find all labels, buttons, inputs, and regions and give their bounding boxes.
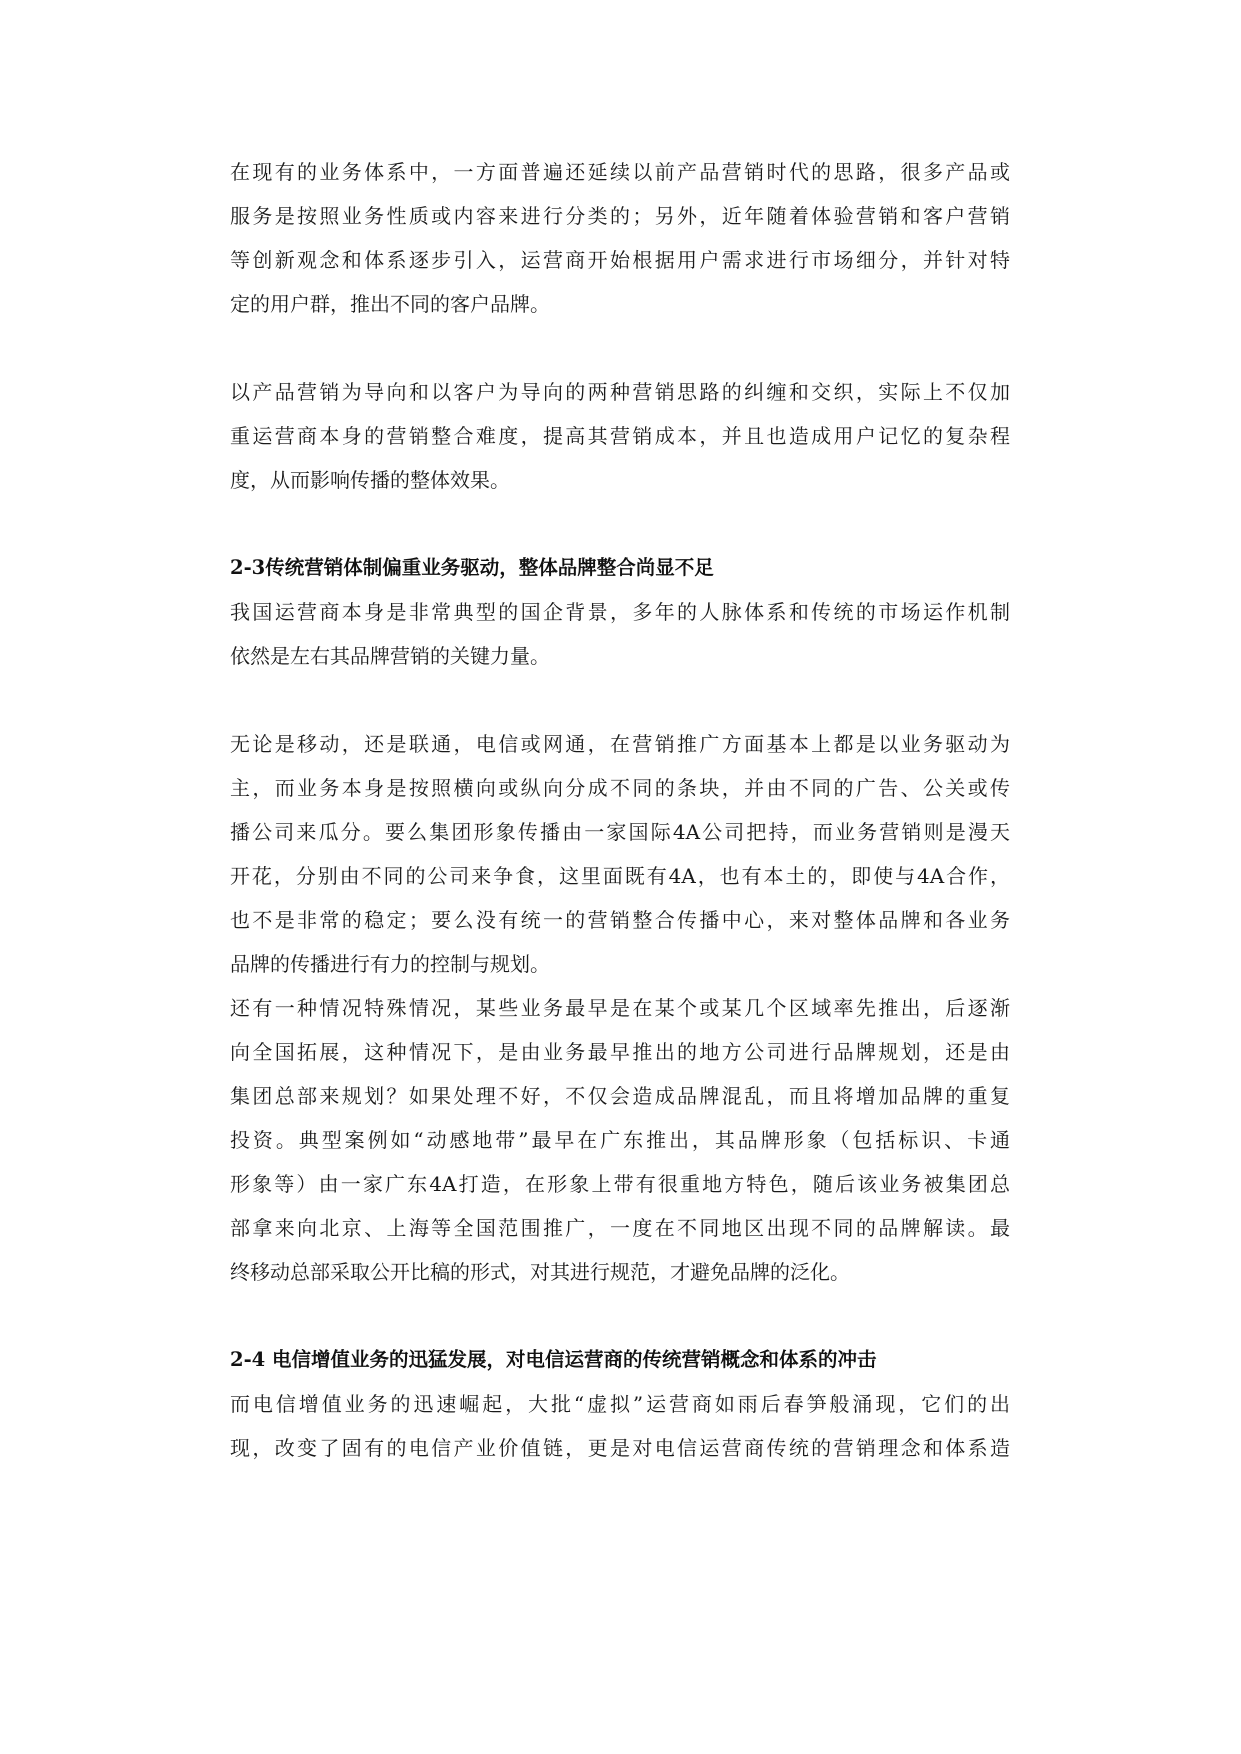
text-line: 集团总部来规划？如果处理不好，不仅会造成品牌混乱，而且将增加品牌的重复	[230, 1084, 1010, 1108]
paragraph-4	[230, 722, 1010, 986]
text-line: 重运营商本身的营销整合难度，提高其营销成本，并且也造成用户记忆的复杂程	[230, 424, 1010, 448]
paragraph-1	[230, 150, 1010, 326]
text-line: 我国运营商本身是非常典型的国企背景，多年的人脉体系和传统的市场运作机制	[230, 600, 1010, 624]
paragraph-gap	[230, 1294, 1010, 1338]
text-line: 投资。典型案例如“动感地带”最早在广东推出，其品牌形象（包括标识、卡通	[230, 1128, 1010, 1152]
text-line: 服务是按照业务性质或内容来进行分类的；另外，近年随着体验营销和客户营销	[230, 204, 1010, 228]
paragraph-gap	[230, 502, 1010, 546]
text-line: 还有一种情况特殊情况，某些业务最早是在某个或某几个区域率先推出，后逐渐	[230, 996, 1010, 1020]
document-page	[230, 150, 1010, 1470]
paragraph-gap	[230, 678, 1010, 722]
text-line: 无论是移动，还是联通，电信或网通，在营销推广方面基本上都是以业务驱动为	[230, 732, 1010, 756]
paragraph-2	[230, 370, 1010, 502]
text-line: 主，而业务本身是按照横向或纵向分成不同的条块，并由不同的广告、公关或传	[230, 776, 1010, 800]
text-line: 定的用户群，推出不同的客户品牌。	[230, 292, 550, 316]
paragraph-gap	[230, 326, 1010, 370]
paragraph-6	[230, 1382, 1010, 1470]
text-line: 现，改变了固有的电信产业价值链，更是对电信运营商传统的营销理念和体系造	[230, 1436, 1010, 1460]
paragraph-3	[230, 590, 1010, 678]
text-line: 终移动总部采取公开比稿的形式，对其进行规范，才避免品牌的泛化。	[230, 1260, 850, 1284]
text-line: 在现有的业务体系中，一方面普遍还延续以前产品营销时代的思路，很多产品或	[230, 160, 1010, 184]
text-line: 向全国拓展，这种情况下，是由业务最早推出的地方公司进行品牌规划，还是由	[230, 1040, 1010, 1064]
section-heading-2-3: 2-3传统营销体制偏重业务驱动，整体品牌整合尚显不足	[230, 556, 714, 579]
text-line: 形象等）由一家广东4A打造，在形象上带有很重地方特色，随后该业务被集团总	[230, 1172, 1010, 1196]
text-line: 以产品营销为导向和以客户为导向的两种营销思路的纠缠和交织，实际上不仅加	[230, 380, 1010, 404]
section-heading-2-4: 2-4 电信增值业务的迅猛发展，对电信运营商的传统营销概念和体系的冲击	[230, 1348, 877, 1371]
text-line: 播公司来瓜分。要么集团形象传播由一家国际4A公司把持，而业务营销则是漫天	[230, 820, 1010, 844]
text-line: 等创新观念和体系逐步引入，运营商开始根据用户需求进行市场细分，并针对特	[230, 248, 1010, 272]
text-line: 也不是非常的稳定；要么没有统一的营销整合传播中心，来对整体品牌和各业务	[230, 908, 1010, 932]
text-line: 度，从而影响传播的整体效果。	[230, 468, 510, 492]
text-line: 开花，分别由不同的公司来争食，这里面既有4A，也有本土的，即使与4A合作，	[230, 864, 1010, 888]
text-line: 部拿来向北京、上海等全国范围推广，一度在不同地区出现不同的品牌解读。最	[230, 1216, 1010, 1240]
text-line: 品牌的传播进行有力的控制与规划。	[230, 952, 550, 976]
text-line: 依然是左右其品牌营销的关键力量。	[230, 644, 550, 668]
text-line: 而电信增值业务的迅速崛起，大批“虚拟”运营商如雨后春笋般涌现，它们的出	[230, 1392, 1010, 1416]
paragraph-5	[230, 986, 1010, 1294]
